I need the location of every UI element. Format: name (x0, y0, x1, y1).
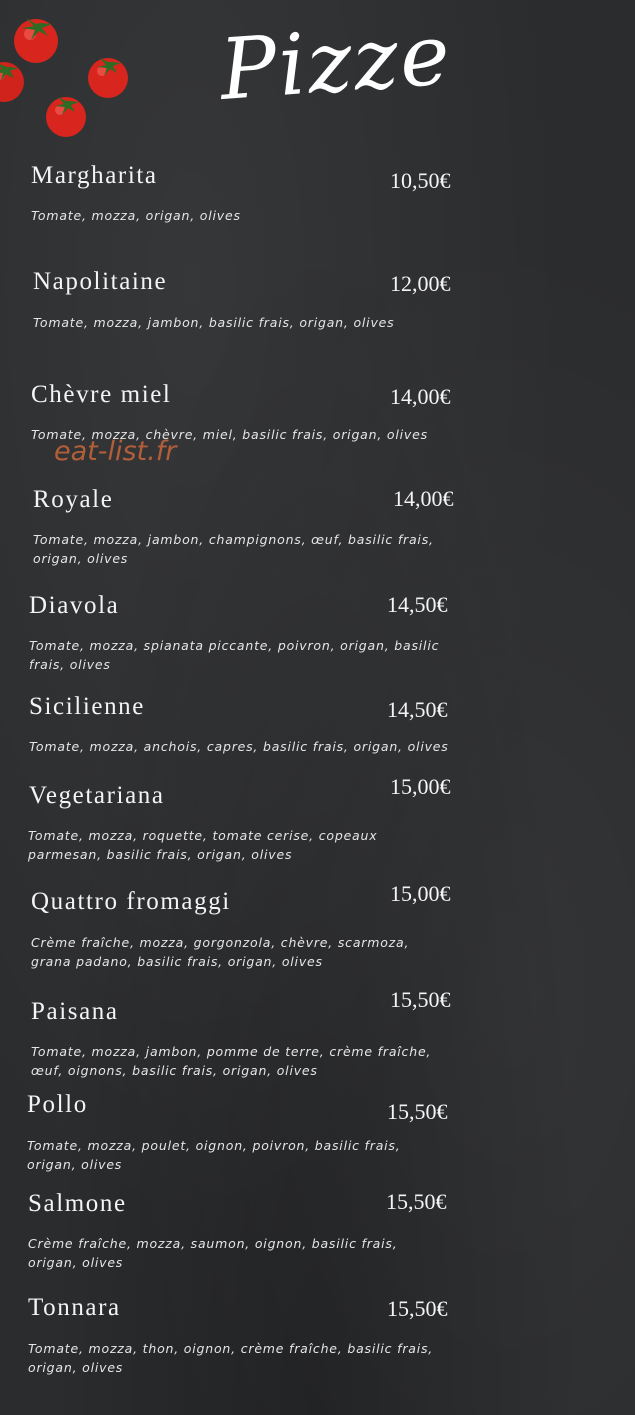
item-name: Paisana (31, 998, 119, 1025)
item-price: 10,50€ (390, 168, 451, 193)
item-name: Quattro fromaggi (31, 888, 231, 915)
tomatoes-decoration (0, 0, 140, 150)
item-description: Tomate, mozza, chèvre, miel, basilic frais, origan, olives (31, 427, 428, 442)
item-description: Tomate, mozza, anchois, capres, basilic frais, origan, olives (29, 739, 449, 754)
item-name: Margharita (31, 162, 158, 189)
page-title: Pizze (216, 5, 455, 119)
item-name: Vegetariana (29, 782, 165, 809)
item-price: 15,50€ (390, 987, 451, 1012)
item-description: Tomate, mozza, jambon, basilic frais, origan, olives (33, 315, 395, 330)
item-price: 15,00€ (390, 881, 451, 906)
item-price: 15,50€ (387, 1296, 448, 1321)
item-description: Tomate, mozza, spianata piccante, poivron, origan, basilic frais, olives (29, 638, 440, 672)
item-price: 15,00€ (390, 774, 451, 799)
item-name: Salmone (28, 1190, 127, 1217)
item-description: Crème fraîche, mozza, saumon, oignon, basilic frais, origan, olives (28, 1236, 398, 1270)
tomato-icon (0, 62, 24, 102)
item-description: Tomate, mozza, poulet, oignon, poivron, basilic frais, origan, olives (27, 1138, 401, 1172)
item-name: Sicilienne (29, 693, 145, 720)
item-price: 14,50€ (387, 697, 448, 722)
item-price: 14,00€ (393, 486, 454, 511)
item-description: Tomate, mozza, jambon, pomme de terre, crème fraîche, œuf, oignons, basilic frais, origan, olives (31, 1044, 432, 1078)
item-price: 14,50€ (387, 592, 448, 617)
item-name: Pollo (27, 1091, 88, 1118)
tomato-icon (46, 97, 86, 137)
item-name: Diavola (29, 592, 120, 619)
item-price: 14,00€ (390, 384, 451, 409)
item-price: 12,00€ (390, 271, 451, 296)
item-name: Napolitaine (33, 268, 168, 295)
item-name: Royale (33, 486, 114, 513)
item-price: 15,50€ (387, 1099, 448, 1124)
item-description: Tomate, mozza, jambon, champignons, œuf, basilic frais, origan, olives (33, 532, 434, 566)
tomato-icon (88, 58, 128, 98)
watermark: eat-list.fr (54, 436, 177, 467)
item-description: Crème fraîche, mozza, gorgonzola, chèvre, scarmoza, grana padano, basilic frais, origan, olives (31, 935, 410, 969)
item-description: Tomate, mozza, roquette, tomate cerise, copeaux parmesan, basilic frais, origan, olives (28, 828, 378, 862)
item-description: Tomate, mozza, origan, olives (31, 208, 241, 223)
item-name: Chèvre miel (31, 381, 172, 408)
item-price: 15,50€ (386, 1189, 447, 1214)
item-description: Tomate, mozza, thon, oignon, crème fraîche, basilic frais, origan, olives (28, 1341, 434, 1375)
tomato-icon (14, 18, 58, 63)
item-name: Tonnara (28, 1294, 121, 1321)
